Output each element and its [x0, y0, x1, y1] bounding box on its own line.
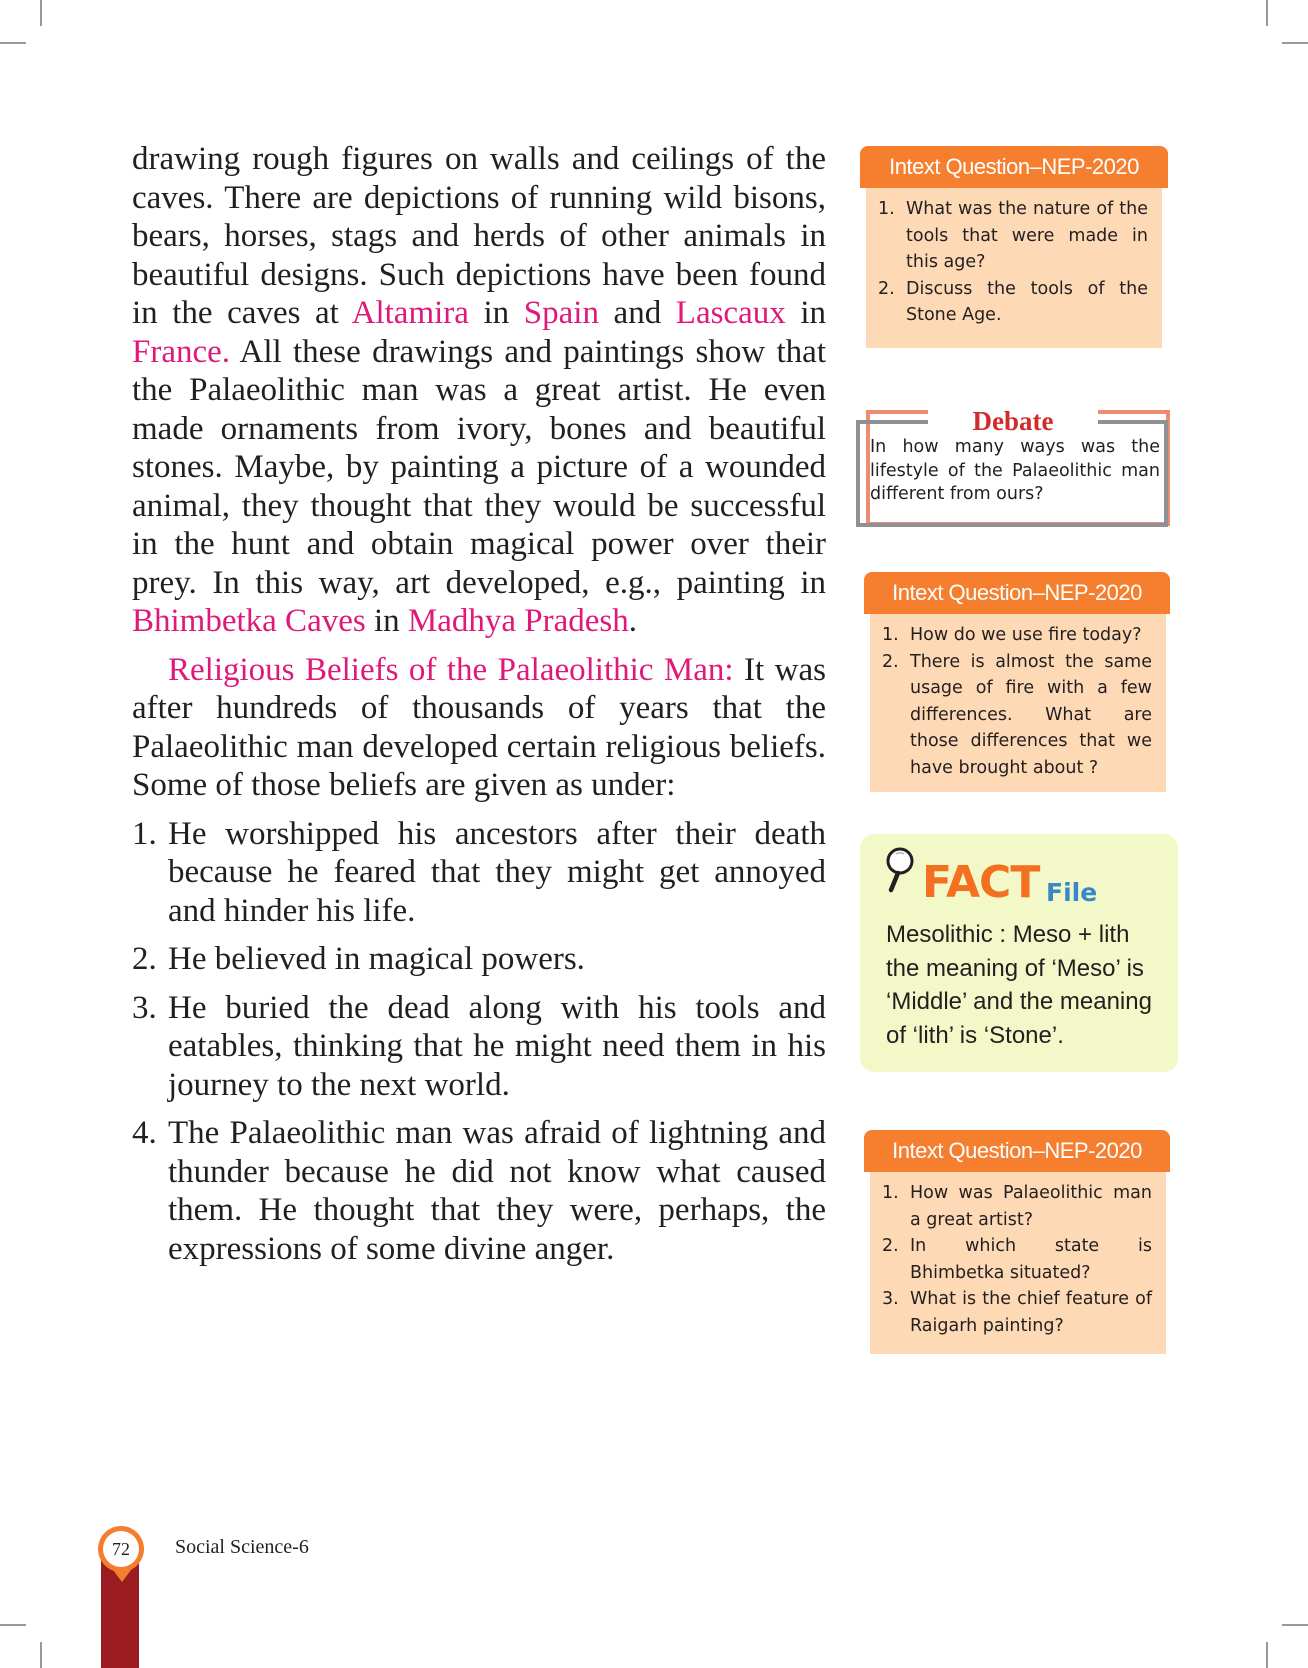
- question-text: How do we use fire today?: [910, 625, 1142, 645]
- question-item: [882, 1233, 1152, 1286]
- paragraph-cave-art: [132, 140, 826, 641]
- crop-mark: [0, 1624, 26, 1626]
- place-france: France.: [132, 333, 231, 370]
- fact-title: FACT: [922, 857, 1040, 908]
- paragraph-religious-beliefs: [132, 651, 826, 805]
- question-item: [882, 1180, 1152, 1233]
- para-text: in: [785, 295, 826, 331]
- intext-question-header: Intext Question–NEP-2020: [860, 146, 1168, 188]
- question-text: Discuss the tools of the Stone Age.: [906, 278, 1148, 325]
- file-title: File: [1046, 878, 1098, 907]
- beliefs-list: [132, 815, 826, 1269]
- question-item: [878, 276, 1148, 329]
- list-item: [132, 1114, 826, 1268]
- crop-mark: [40, 1642, 42, 1668]
- question-number: 3.: [882, 1289, 899, 1309]
- list-number: 2.: [132, 941, 157, 977]
- crop-mark: [1282, 42, 1308, 44]
- crop-mark: [0, 42, 26, 44]
- para-text: in: [365, 603, 408, 639]
- page-number-badge: [98, 1526, 144, 1572]
- list-item: [132, 989, 826, 1105]
- question-item: [882, 649, 1152, 782]
- question-item: [878, 196, 1148, 276]
- place-madhya-pradesh: Madhya Pradesh: [407, 603, 629, 639]
- debate-question: In how many ways was the lifestyle of the Palaeolithic man different from ours?: [870, 437, 1160, 504]
- question-text: In which state is Bhimbetka situated?: [910, 1236, 1152, 1283]
- para-text: All these drawings and paintings show that the Palaeolithic man was a great artist. He even made ornaments from ivory, bones and beautiful stones. Maybe, by painting a picture of a wounded animal, they thought that they would be successful in the hunt and obtain magical power over their prey. In this way, art developed, e.g., painting in: [132, 333, 826, 601]
- question-text: What was the nature of the tools that were made in this age?: [906, 199, 1148, 272]
- intext-question-box: [870, 1172, 1166, 1354]
- list-item: [132, 940, 826, 979]
- para-text: and: [598, 295, 676, 331]
- question-number: 1.: [878, 199, 895, 219]
- list-text: He buried the dead along with his tools and eatables, thinking that he might need them in his journey to the next world.: [168, 989, 826, 1103]
- question-number: 1.: [882, 625, 899, 645]
- crop-mark: [1266, 0, 1268, 26]
- main-text-column: [132, 140, 826, 1278]
- fact-file-box: [860, 834, 1178, 1072]
- question-item: [882, 1286, 1152, 1339]
- book-title: Social Science-6: [175, 1536, 309, 1558]
- place-altamira: Altamira: [351, 295, 469, 331]
- question-number: 2.: [878, 278, 895, 299]
- section-heading: Religious Beliefs of the Palaeolithic Man:: [168, 651, 734, 688]
- list-item: [132, 815, 826, 931]
- intext-question-box: [866, 188, 1162, 348]
- crop-mark: [1266, 1642, 1268, 1668]
- intext-question-header: Intext Question–NEP-2020: [864, 1130, 1170, 1172]
- list-text: The Palaeolithic man was afraid of lightning and thunder because he did not know what caused them. He thought that they were, perhaps, the expressions of some divine anger.: [168, 1115, 826, 1267]
- para-text: It was after hundreds of thousands of years that the Palaeolithic man developed certain religious beliefs. Some of those beliefs are given as under:: [132, 651, 826, 803]
- para-text: drawing rough figures on walls and ceilings of the caves. There are depictions of running wild bisons, bears, horses, stags and herds of other animals in beautiful designs. Such depictions have been found in the caves at: [132, 141, 826, 331]
- question-number: 2.: [882, 1236, 899, 1256]
- place-lascaux: Lascaux: [675, 295, 786, 331]
- debate-box: [856, 406, 1178, 530]
- question-number: 1.: [882, 1183, 899, 1203]
- intext-question-box: [870, 614, 1166, 792]
- debate-title: Debate: [972, 406, 1054, 436]
- list-number: 1.: [132, 815, 157, 852]
- question-item: [882, 622, 1152, 649]
- magnifier-icon: [882, 846, 918, 894]
- list-number: 3.: [132, 989, 157, 1026]
- question-text: There is almost the same usage of fire with a few differences. What are those differences that we have brought about ?: [910, 651, 1152, 778]
- question-number: 2.: [882, 651, 899, 672]
- debate-title-wrap: [928, 406, 1098, 436]
- list-text: He worshipped his ancestors after their death because he feared that they might get annoyed and hinder his life.: [168, 815, 826, 929]
- para-text: in: [468, 295, 524, 331]
- list-number: 4.: [132, 1115, 157, 1151]
- para-text: .: [628, 603, 638, 639]
- crop-mark: [40, 0, 42, 26]
- intext-question-header: Intext Question–NEP-2020: [864, 572, 1170, 614]
- page-number: 72: [103, 1531, 139, 1567]
- place-bhimbetka: Bhimbetka Caves: [132, 603, 366, 639]
- question-text: What is the chief feature of Raigarh painting?: [910, 1289, 1152, 1336]
- place-spain: Spain: [523, 295, 599, 331]
- crop-mark: [1282, 1624, 1308, 1626]
- list-text: He believed in magical powers.: [168, 941, 585, 977]
- question-text: How was Palaeolithic man a great artist?: [910, 1183, 1152, 1230]
- fact-text: Mesolithic : Meso + lith the meaning of ‘Meso’ is ‘Middle’ and the meaning of ‘lith’ is ‘Stone’.: [886, 921, 1152, 1049]
